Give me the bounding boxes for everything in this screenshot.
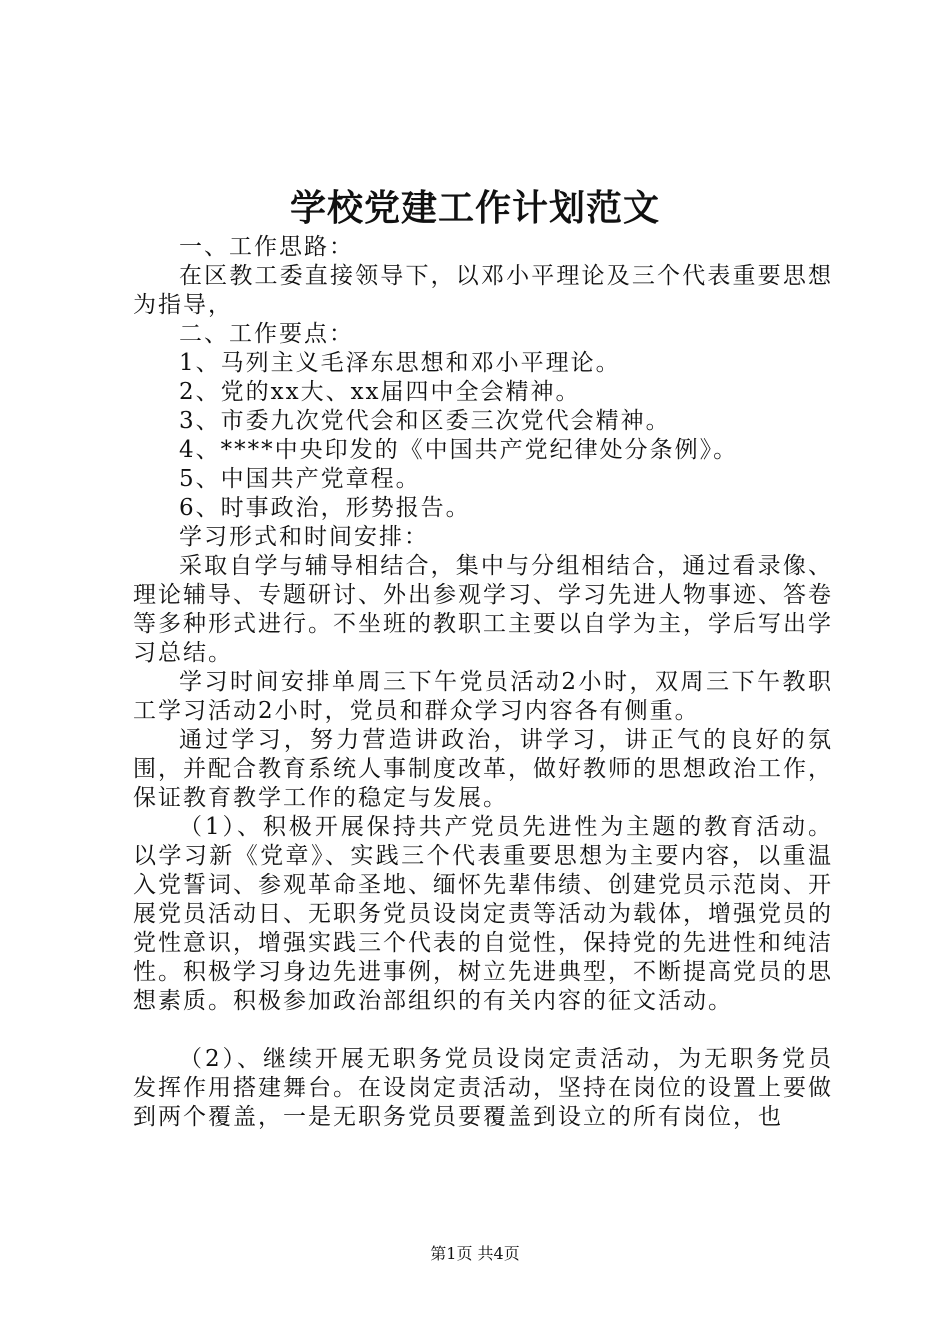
paragraph-study-format-heading: 学习形式和时间安排：: [179, 524, 429, 550]
document-body: [133, 233, 833, 1132]
paragraph-study-format: 采取自学与辅导相结合，集中与分组相结合，通过看录像、理论辅导、专题研讨、外出参观学习、学习先进人物事迹、答卷等多种形式进行。不坐班的教职工主要以自学为主，学后写出学习总结。: [133, 553, 833, 666]
page-number-footer: 第1页 共4页: [430, 1244, 520, 1263]
paragraph-activity-2: （2）、继续开展无职务党员设岗定责活动，为无职务党员发挥作用搭建舞台。在设岗定责活动，坚持在岗位的设置上要做到两个覆盖，一是无职务党员要覆盖到设立的所有岗位，也: [133, 1046, 833, 1130]
paragraph-work-approach: 在区教工委直接领导下，以邓小平理论及三个代表重要思想为指导，: [133, 263, 833, 318]
paragraph-study-schedule: 学习时间安排单周三下午党员活动2小时，双周三下午教职工学习活动2小时，党员和群众学习内容各有侧重。: [133, 669, 833, 724]
paragraph-item-1: 1、马列主义毛泽东思想和邓小平理论。: [179, 350, 621, 376]
paragraph-section-1-heading: 一、工作思路：: [179, 234, 354, 260]
paragraph-item-4: 4、****中央印发的《中国共产党纪律处分条例》。: [179, 437, 739, 463]
paragraph-section-2-heading: 二、工作要点：: [179, 321, 354, 347]
document-title: 学校党建工作计划范文: [289, 187, 660, 229]
paragraph-item-6: 6、时事政治，形势报告。: [179, 495, 471, 521]
paragraph-item-5: 5、中国共产党章程。: [179, 466, 421, 492]
paragraph-item-3: 3、市委九次党代会和区委三次党代会精神。: [179, 408, 671, 434]
paragraph-study-goal: 通过学习，努力营造讲政治，讲学习，讲正气的良好的氛围，并配合教育系统人事制度改革，做好教师的思想政治工作，保证教育教学工作的稳定与发展。: [133, 727, 833, 811]
paragraph-activity-1: （1）、积极开展保持共产党员先进性为主题的教育活动。以学习新《党章》、实践三个代表重要思想为主要内容，以重温入党誓词、参观革命圣地、缅怀先辈伟绩、创建党员示范岗、开展党员活动日、无职务党员设岗定责等活动为载体，增强党员的党性意识，增强实践三个代表的自觉性，保持党的先进性和纯洁性。积极学习身边先进事例，树立先进典型，不断提高党员的思想素质。积极参加政治部组织的有关内容的征文活动。: [133, 814, 833, 1014]
paragraph-item-2: 2、党的xx大、xx届四中全会精神。: [179, 379, 581, 405]
